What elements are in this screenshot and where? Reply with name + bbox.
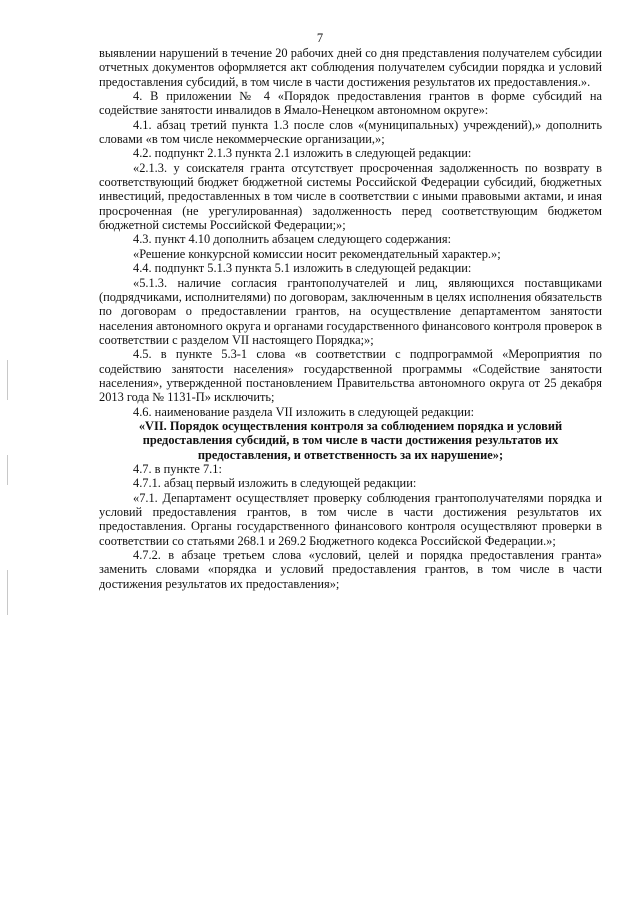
paragraph-item-4-5: 4.5. в пункте 5.3-1 слова «в соответствии с подпрограммой «Мероприятия по содействию занятости населения» государственной программы «Содействие занятости населения», утвержденной постановлением Правительства автономного округа от 25 декабря 2013 года № 1131-П» исключить; [99,347,602,405]
paragraph-item-4-4: 4.4. подпункт 5.1.3 пункта 5.1 изложить в следующей редакции: [133,261,472,276]
section-vii-heading: «VII. Порядок осуществления контроля за соблюдением порядка и условий предоставления субсидий, в том числе в части достижения результатов их предоставления, и ответственность за их нарушение»; [138,418,563,462]
scan-margin-marks [7,360,9,660]
paragraph-continuation: выявлении нарушений в течение 20 рабочих дней со дня представления получателем субсидии отчетных документов оформляется акт соблюдения получателем субсидии порядка и условий предоставления субсидий, в том числе в части достижения результатов их предоставления.». [99,46,602,89]
paragraph-quote-commission: «Решение конкурсной комиссии носит рекомендательный характер.»; [133,246,501,261]
paragraph-item-4-7: 4.7. в пункте 7.1: [133,461,222,476]
page-number: 7 [316,31,324,45]
paragraph-quote-5-1-3: «5.1.3. наличие согласия грантополучателей и лиц, являющихся поставщиками (подрядчиками, исполнителями) по договорам, заключенным в целях исполнения обязательств по договорам о предоставлении грантов, на осуществление департаментом занятости населения автономного округа и органами государственного финансового контроля проверок в соответствии с разделом VII настоящего Порядка;»; [99,275,602,347]
paragraph-quote-7-1: «7.1. Департамент осуществляет проверку соблюдения грантополучателями порядка и условий предоставления грантов, в том числе в части достижения результатов их предоставления. Органы государственного финансового контроля осуществляют проверки в соответствии со статьями 268.1 и 269.2 Бюджетного кодекса Российской Федерации.»; [99,490,602,548]
paragraph-item-4-3: 4.3. пункт 4.10 дополнить абзацем следующего содержания: [133,232,452,247]
paragraph-item-4: 4. В приложении № 4 «Порядок предоставления грантов в форме субсидий на содействие занятости инвалидов в Ямало-Ненецком автономном округе»: [99,89,602,118]
paragraph-item-4-2: 4.2. подпункт 2.1.3 пункта 2.1 изложить в следующей редакции: [133,146,472,161]
paragraph-item-4-1: 4.1. абзац третий пункта 1.3 после слов «(муниципальных) учреждений),» дополнить словами «в том числе некоммерческие организации,»; [99,117,602,147]
paragraph-item-4-6: 4.6. наименование раздела VII изложить в следующей редакции: [133,404,475,419]
document-body [99,46,602,591]
paragraph-item-4-7-1: 4.7.1. абзац первый изложить в следующей редакции: [133,476,417,491]
paragraph-item-4-7-2: 4.7.2. в абзаце третьем слова «условий, целей и порядка предоставления гранта» заменить словами «порядка и условий предоставления грантов, в том числе в части достижения результатов их предоставления»; [99,548,602,591]
paragraph-quote-2-1-3: «2.1.3. у соискателя гранта отсутствует просроченная задолженность по возврату в соответствующий бюджет бюджетной системы Российской Федерации субсидий, бюджетных инвестиций, предоставленных в том числе в соответствии с иными правовыми актами, и иная просроченная (не урегулированная) задолженность перед соответствующим бюджетом бюджетной системы Российской Федерации;»; [99,160,602,233]
